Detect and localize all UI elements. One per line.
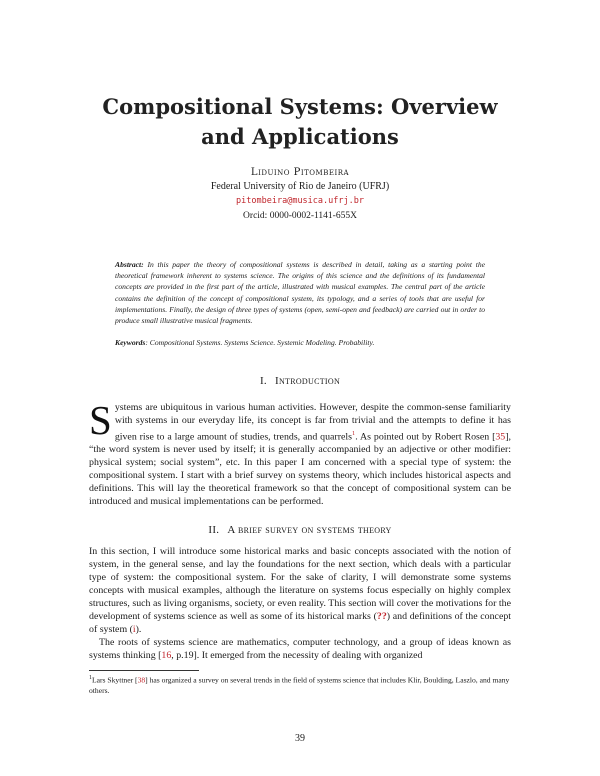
title-line-1: Compositional Systems: Overview <box>102 94 498 119</box>
footnote-number: 1 <box>89 675 92 681</box>
s2p2-text-a: The roots of systems science are mathematics, computer technology, and a group of ideas known as systems thinking [ <box>89 637 511 661</box>
abstract <box>115 259 485 326</box>
section-2-number: II. <box>208 524 220 536</box>
footnote-marker[interactable]: 1 <box>351 430 356 437</box>
section-1-number: I. <box>259 375 267 387</box>
section-1-paragraph <box>89 397 511 508</box>
abstract-label: Abstract: <box>115 260 144 269</box>
citation-35[interactable]: 35 <box>495 431 506 443</box>
s2p1-text-b: ) and definitions of the concept of system ( <box>89 611 512 635</box>
author-name: Liduino Pitombeira <box>250 167 350 178</box>
paper-title <box>60 92 540 152</box>
footnote-text-a: Lars Skyttner [ <box>92 675 138 685</box>
author-email[interactable]: pitombeira@musica.ufrj.br <box>236 196 364 206</box>
section-2-paragraph-2 <box>89 636 511 662</box>
drop-cap: S <box>89 397 112 443</box>
keywords <box>115 337 485 348</box>
footnote-text-b: ] has organized a survey on several trends in the field of systems science that includes Klir, Boulding, Laszlo, and many others. <box>89 675 510 696</box>
s2p1-text-a: In this section, I will introduce some historical marks and basic concepts associated with the notion of system, in the general sense, and lay the foundations for the next section, which deals with a particular type of system: the compositional system. For the sake of clarity, I will demonstrate some systems concepts with musical examples, although the literature on systems focus especially on highly complex structures, such as living organisms, society, or even reality. This section will cover the motivations for the development of systems science as well as some of its historical marks ( <box>89 546 511 622</box>
author-orcid: Orcid: 0000-0002-1141-655X <box>243 211 357 221</box>
page-number: 39 <box>295 733 305 744</box>
footnote-rule <box>89 670 199 671</box>
section-2-body <box>89 545 511 662</box>
citation-16[interactable]: 16 <box>161 650 172 661</box>
section-2-title: A brief survey on systems theory <box>227 524 392 536</box>
s2p2-text-b: , p.19]. It emerged from the necessity of dealing with organized <box>171 650 423 661</box>
section-2-paragraph-1 <box>89 545 511 636</box>
intro-text-2: . As pointed out by Robert Rosen [ <box>355 431 496 443</box>
keywords-text: : Compositional Systems. Systems Science. Systemic Modeling. Probability. <box>145 338 375 347</box>
section-2-heading <box>0 524 600 536</box>
ref-i[interactable]: i <box>132 624 136 635</box>
author-affiliation: Federal University of Rio de Janeiro (UFRJ) <box>210 181 390 192</box>
intro-text-1: ystems are ubiquitous in various human activities. However, despite the common-sense familiarity with systems in our everyday life, its concept is far from trivial and the attempts to define it has given rise to a large amount of studies, trends, and quarrels <box>114 402 511 443</box>
section-1-title: Introduction <box>274 375 341 387</box>
title-line-2: and Applications <box>201 124 399 149</box>
keywords-label: Keywords <box>115 338 146 347</box>
s2p1-text-c: ). <box>135 624 142 635</box>
intro-text-3: ], “the word system is never used by itself; it is generally accompanied by an adjective or other modifier: physical system; social system”, etc. In this paper I am concerned with a special type of system: the compositional system. I start with a brief survey on systems theory, which includes historical aspects and definitions. This will lay the theoretical framework so that the concept of compositional system can be introduced and musical implementations can be performed. <box>89 431 511 508</box>
footnote <box>89 673 511 697</box>
section-1-heading <box>0 375 600 387</box>
ref-missing[interactable]: ?? <box>376 611 387 622</box>
abstract-text: In this paper the theory of compositional systems is described in detail, taking as a starting point the theoretical framework inherent to systems science. The origins of this science and the definitions of its fundamental concepts are provided in the first part of the article, illustrated with musical examples. The central part of the article contains the definition of the concept of compositional system, its typology, and a series of tools that are useful for implementations. Finally, the design of three types of systems (open, semi-open and feedback) are carried out in order to produce small illustrative musical fragments. <box>115 260 485 326</box>
citation-38[interactable]: 38 <box>137 675 146 685</box>
